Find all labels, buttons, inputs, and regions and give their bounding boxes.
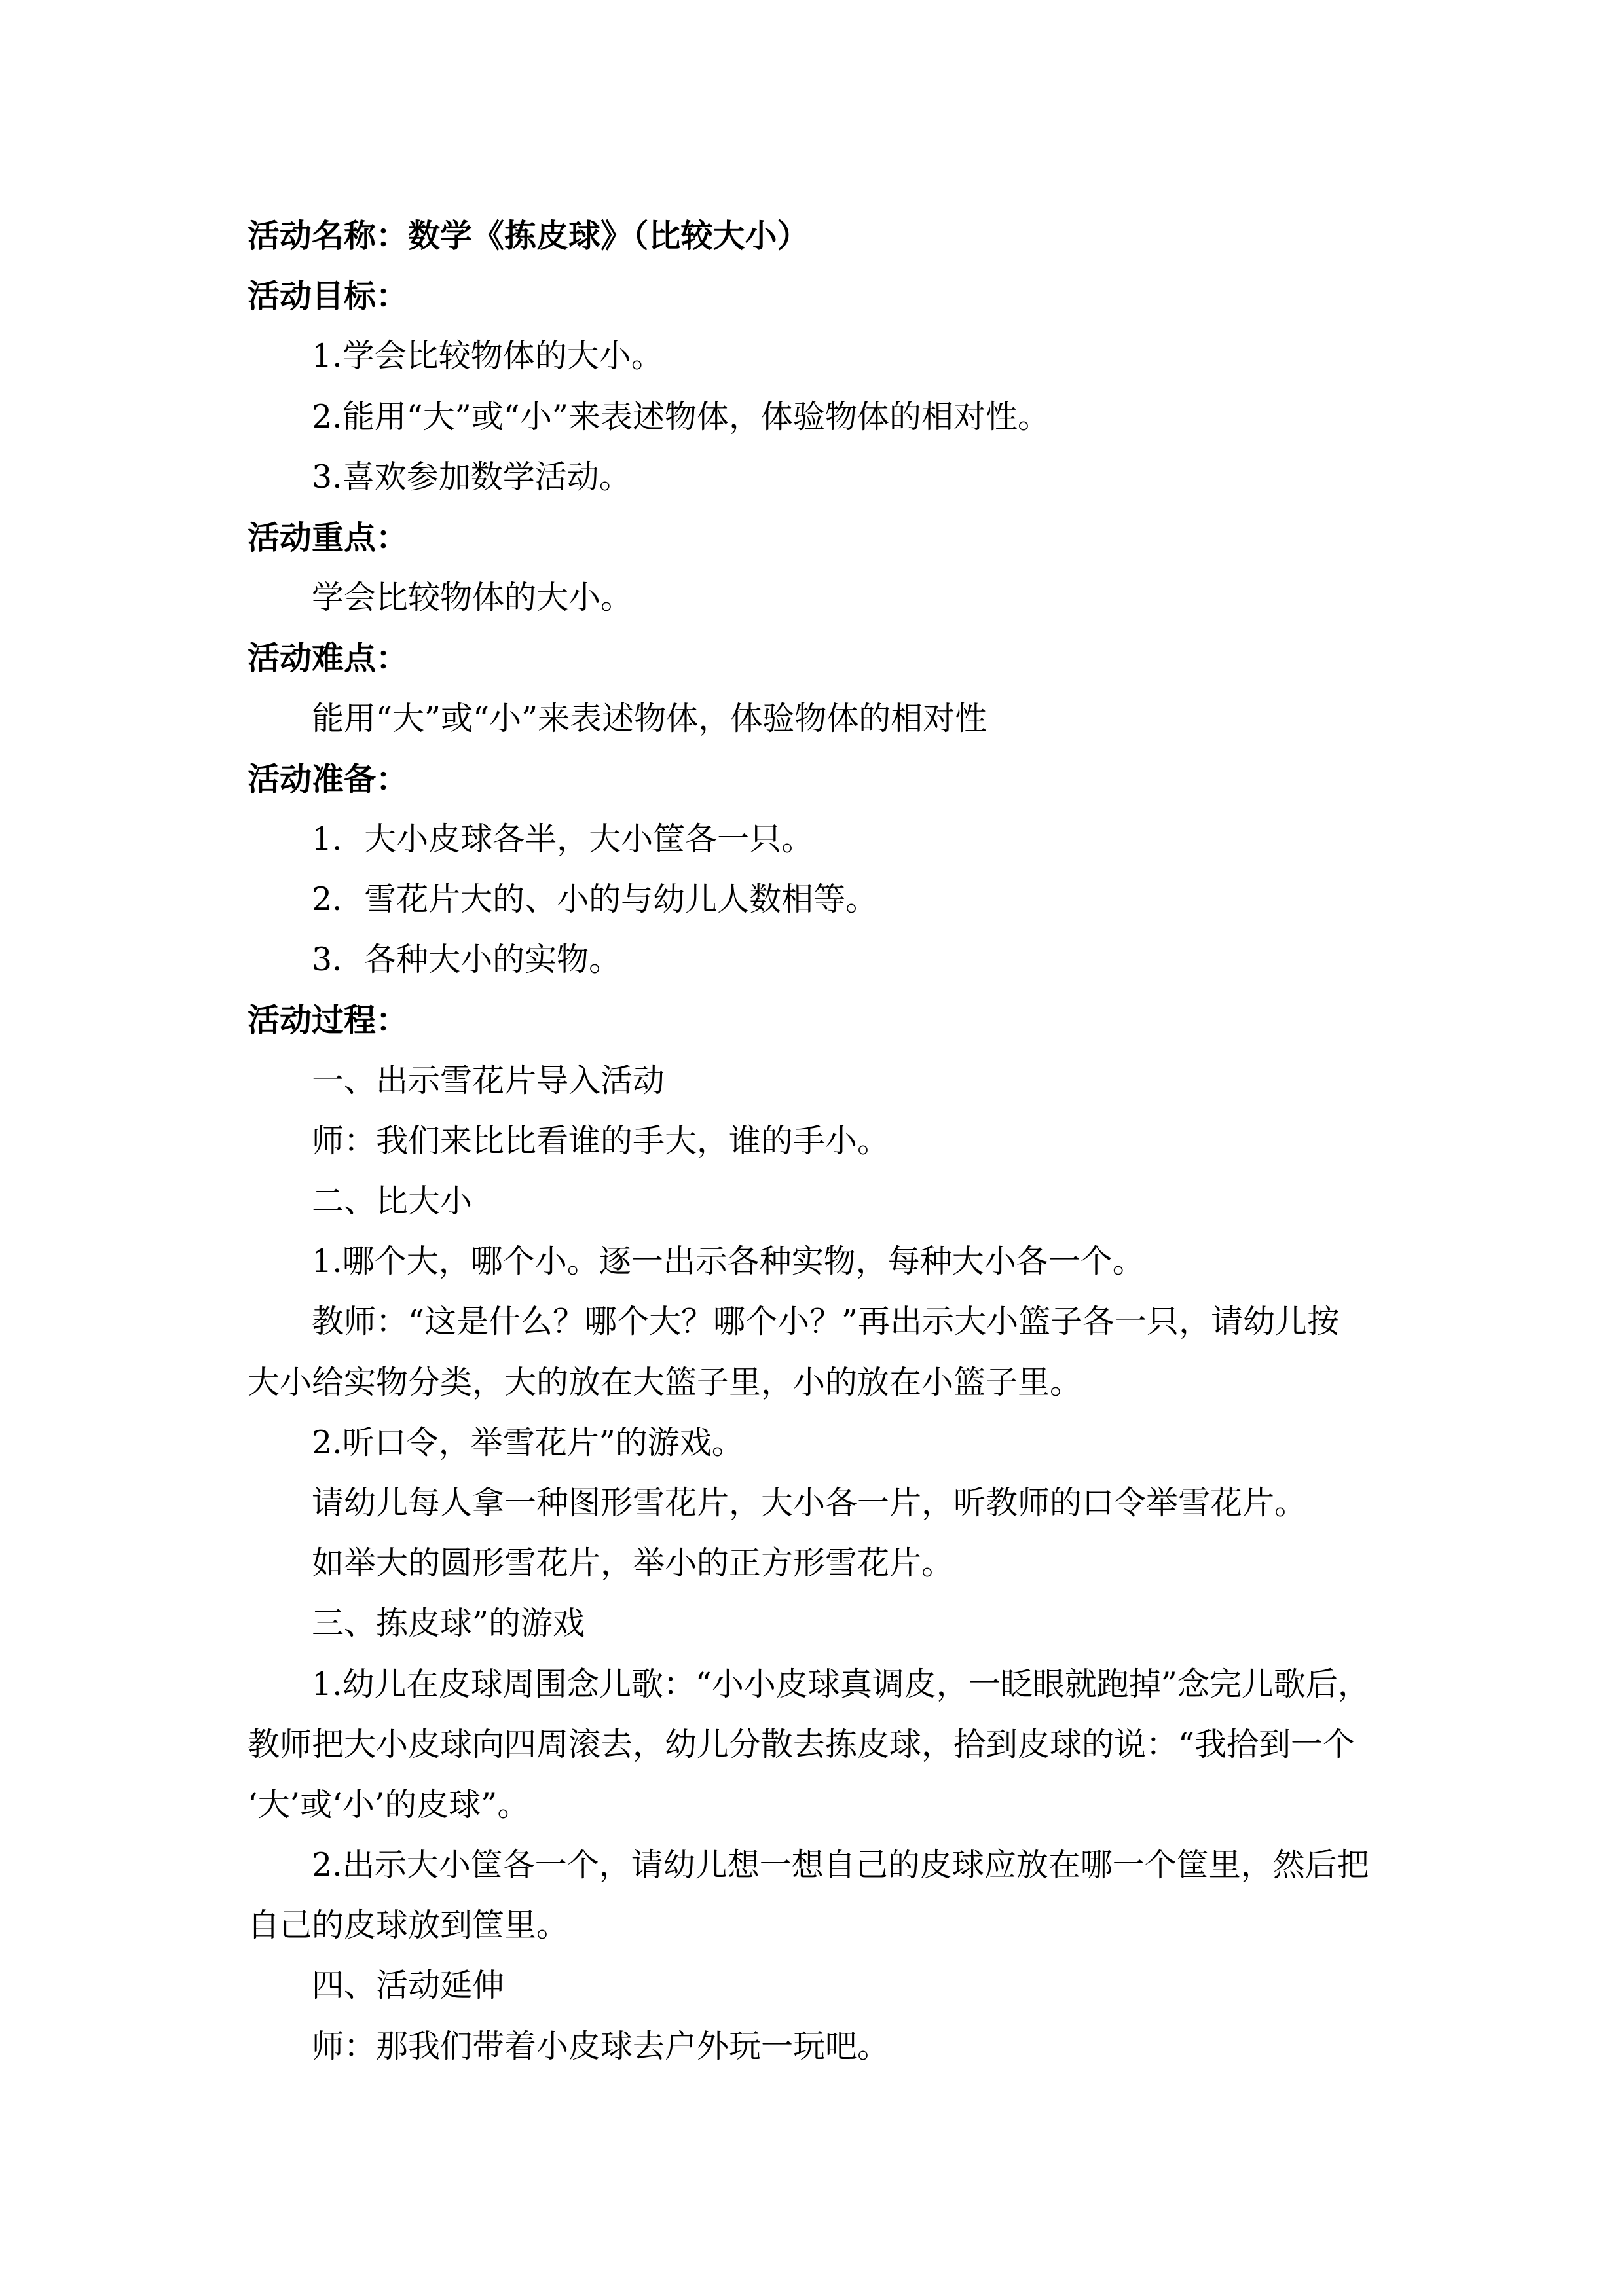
paragraph-line: 教师：“这是什么？哪个大？哪个小？”再出示大小篮子各一只，请幼儿按 [312,1303,1340,1341]
paragraph-line: 2.出示大小筐各一个，请幼儿想一想自己的皮球应放在哪一个筐里，然后把 [312,1846,1369,1884]
paragraph-line: 请幼儿每人拿一种图形雪花片，大小各一片，听教师的口令举雪花片。 [312,1484,1307,1522]
section-heading: 活动难点： [248,639,409,678]
paragraph [248,1413,1624,1473]
paragraph [248,326,1624,386]
paragraph [248,1111,1624,1171]
paragraph [248,689,1624,749]
paragraph [248,1231,1624,1292]
paragraph-line: 2.听口令，举雪花片”的游戏。 [312,1423,744,1461]
paragraph [248,1594,1624,1654]
paragraph-line: 1.幼儿在皮球周围念儿歌：“小小皮球真调皮，一眨眼就跑掉”念完儿歌后， [312,1665,1370,1703]
paragraph-line: 二、比大小 [312,1182,473,1220]
paragraph-line: 2．雪花片大的、小的与幼儿人数相等。 [312,881,878,919]
paragraph [248,1473,1624,1533]
paragraph [248,930,1624,990]
paragraph-line: 三、拣皮球”的游戏 [312,1605,585,1643]
paragraph [248,1835,1624,1956]
paragraph [248,1292,1624,1412]
section-heading: 活动过程： [248,1001,409,1040]
paragraph [248,1956,1624,2016]
section-objectives [248,266,1624,507]
section-difficulties [248,628,1624,748]
paragraph-line: 能用“大”或“小”来表述物体，体验物体的相对性 [312,699,987,737]
paragraph-line: 2.能用“大”或“小”来表述物体，体验物体的相对性。 [312,397,1050,435]
paragraph-line: 师：我们来比比看谁的手大，谁的手小。 [312,1121,890,1159]
section-heading: 活动准备： [248,759,409,798]
paragraph-line: 师：那我们带着小皮球去户外玩一玩吧。 [312,2027,890,2065]
paragraph-line: 1.哪个大，哪个小。逐一出示各种实物，每种大小各一个。 [312,1243,1145,1281]
paragraph [248,1171,1624,1231]
section-heading: 活动目标： [248,277,409,316]
paragraph [248,1051,1624,1111]
paragraph-line: ‘大’或‘小’的皮球”。 [248,1785,530,1823]
paragraph-line: 教师把大小皮球向四周滚去，幼儿分散去拣皮球，拾到皮球的说：“我拾到一个 [248,1725,1356,1763]
section-key-points [248,507,1624,628]
section-process [248,990,1624,2076]
paragraph [248,869,1624,930]
document-title: 活动名称：数学《拣皮球》（比较大小） [248,217,809,255]
paragraph [248,809,1624,869]
paragraph [248,568,1624,628]
paragraph-line: 自己的皮球放到筐里。 [248,1906,569,1944]
paragraph-line: 大小给实物分类，大的放在大篮子里，小的放在小篮子里。 [248,1363,1082,1401]
paragraph [248,447,1624,507]
paragraph [248,1533,1624,1594]
section-preparation [248,749,1624,991]
paragraph-line: 1．大小皮球各半，大小筐各一只。 [312,820,814,858]
paragraph-line: 1.学会比较物体的大小。 [312,337,663,375]
paragraph-line: 四、活动延伸 [312,1967,505,2005]
paragraph-line: 3.喜欢参加数学活动。 [312,458,631,496]
paragraph-line: 一、出示雪花片导入活动 [312,1061,665,1099]
paragraph [248,1654,1624,1836]
paragraph-line: 学会比较物体的大小。 [312,579,633,617]
section-heading: 活动重点： [248,518,409,556]
paragraph [248,387,1624,447]
paragraph-line: 如举大的圆形雪花片，举小的正方形雪花片。 [312,1544,954,1582]
paragraph [248,2016,1624,2077]
paragraph-line: 3．各种大小的实物。 [312,941,621,979]
